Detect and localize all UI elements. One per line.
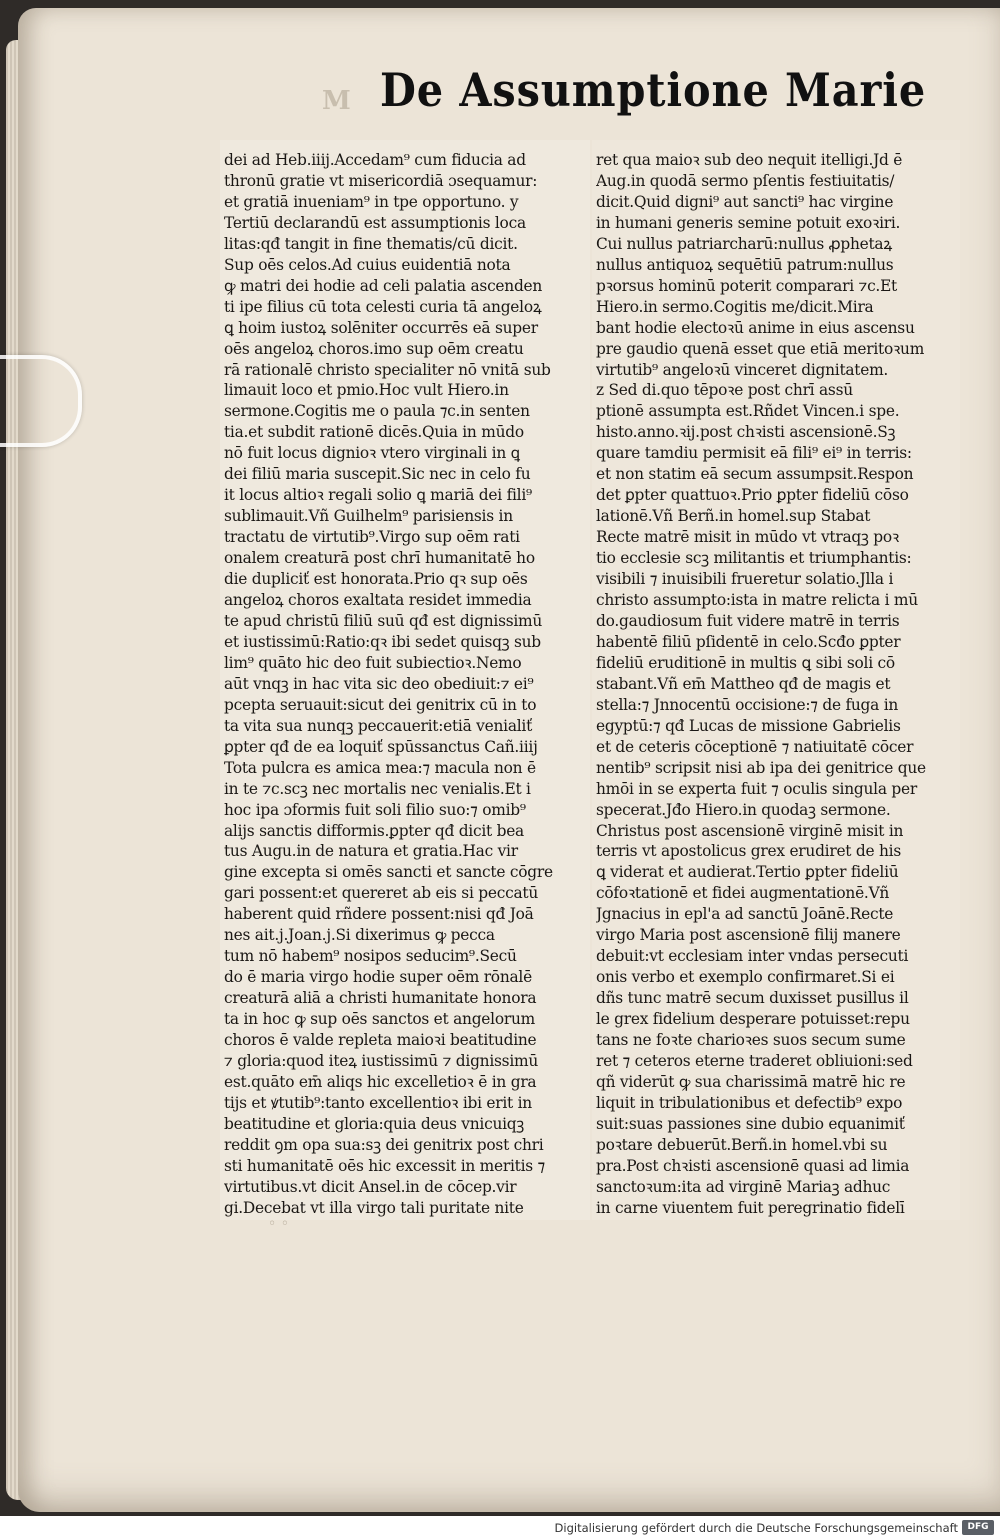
text-line: liquit in tribulationibus et defectib⁹ expo [596,1093,903,1112]
text-line: reddit ꝯm opa sua:sꝫ dei genitrix post chri [224,1135,544,1154]
text-line: sermone.Cogitis me o paula ⁊c.in senten [224,402,530,421]
text-line: litas:qđ tangit in fine thematis/cū dicit. [224,234,518,253]
text-line: dicit.Quid digni⁹ aut sancti⁹ hac virgine [596,192,894,211]
text-line: pre gaudio quenā esset que etiā meritoꝛum [596,339,925,358]
text-line: virtutibus.vt dicit Ansel.in de cōcep.vir [224,1177,517,1196]
text-line: sanctoꝛum:ita ad virginē Mariaꝫ adhuc [596,1177,891,1196]
text-line: oēs angeloꝝ choros.imo sup oēm creatu [224,339,524,358]
text-line: christo assumpto:ista in matre relicta i mū [596,591,918,610]
text-line: dei filiū maria suscepit.Sic nec in celo fu [224,465,531,484]
text-line: in carne viuentem fuit peregrinatio fidelī [596,1198,905,1217]
text-line: Aug.in quodā sermo pſentis festiuitatis/ [596,171,895,190]
text-line: Hiero.in sermo.Cogitis me/dicit.Mira [596,297,874,316]
text-line: dñs tunc matrē secum duxisset pusillus il [596,989,909,1008]
text-line: haberent quid rñdere possent:nisi qđ Joā [224,905,534,924]
text-line: tijs et ꝟtutib⁹:tanto excellentioꝛ ibi erit in [224,1093,532,1112]
text-line: habentē filiū pſidentē in celo.Scđo ꝑpter [596,632,901,651]
text-line: ret qua maioꝛ sub deo nequit itelligi.Jd ē [596,151,903,169]
text-line: aūt vnqꝫ in hac vita sic deo obediuit:⁊ ei⁹ [224,674,534,693]
running-head: De Assumptione Marie [380,63,927,117]
text-line: in humani generis semine potuit exoꝛiri. [596,213,901,232]
text-line: Jgnacius in epl'a ad sanctū Joānē.Recte [596,905,894,924]
text-line: tractatu de virtutib⁹.Virgo sup oēm rati [224,528,520,547]
text-line: stella:⁊ Jnnocentū occisione:⁊ de fuga in [596,695,899,714]
text-line: lim⁹ quāto hic deo fuit subiectioꝛ.Nemo [224,653,522,672]
text-line: ꝗ hoim iustoꝝ solēniter occurrēs eā super [224,318,538,337]
text-line: ꝗ viderat et audierat.Tertio ꝑpter fideliū [596,863,899,882]
text-line: nullus antiquoꝝ sequētiū patrum:nullus [596,255,894,274]
right-text-column [596,150,956,1219]
text-line: virtutib⁹ angeloꝛū vinceret dignitatem. [596,360,889,379]
text-line: in te ⁊c.scꝫ nec mortalis nec venialis.Et i [224,779,531,798]
show-through-letters: M [322,86,351,116]
text-line: gine excepta si omēs sancti et sancte cōgre [224,863,553,882]
text-line: stabant.Vñ em̄ Mattheo qđ de magis et [596,674,891,693]
text-line: visibili ⁊ inuisibili frueretur solatio.Jlla i [596,570,894,589]
text-line: Cui nullus patriarcharū:nullus ꝓphetaꝝ [596,234,892,253]
text-line: ta in hoc ꝙ sup oēs sanctos et angelorum [224,1010,535,1029]
text-line: sti humanitatē oēs hic excessit in meritis ⁊ [224,1156,545,1175]
text-line: lationē.Vñ Berñ.in homel.sup Stabat [596,507,871,526]
text-line: ta vita sua nunqꝫ peccauerit:etiā venialiť [224,716,533,735]
text-line: tio ecclesie scꝫ militantis et triumphantis: [596,549,912,568]
text-line: nō fuit locus dignioꝛ vtero virginali in ꝗ [224,444,520,463]
text-line: die dupliciť est honorata.Prio qꝛ sup oēs [224,570,528,589]
text-line: fideliū eruditionē in multis ꝗ sibi soli cō [596,653,895,672]
text-line: specerat.Jđo Hiero.in quodaꝫ sermone. [596,800,891,819]
dfg-logo: DFG [962,1520,994,1535]
ink-smudge: ◦ ◦ [268,1216,289,1232]
text-line: pꝛorsus hominū poterit comparari ⁊c.Et [596,276,897,295]
text-line: ꝑpter qđ de ea loquiť spūssanctus Cañ.iiij [224,737,538,756]
text-line: ⁊ gloria:quod iteꝝ iustissimū ⁊ dignissimū [224,1051,538,1070]
text-line: z Sed di.quo tēpoꝛe post chrī assū [596,381,853,400]
footer-credit: Digitalisierung gefördert durch die Deutsche Forschungsgemeinschaft [554,1521,958,1535]
text-line: Recte matrē misit in mūdo vt vtraqꝫ poꝛ [596,528,899,547]
text-line: det ꝑpter quattuoꝛ.Prio ꝑpter fideliū cōso [596,486,909,505]
text-line: suit:suas passiones sine dubio equanimiť [596,1114,905,1133]
text-line: Sup oēs celos.Ad cuius euidentiā nota [224,255,511,274]
text-line: tia.et subdit rationē dicēs.Quia in mūdo [224,423,524,442]
text-line: Tota pulcra es amica mea:⁊ macula non ē [224,758,536,777]
text-line: cōfoꝛtationē et fidei augmentationē.Vñ [596,884,890,903]
text-line: tans ne foꝛte charioꝛes suos secum sume [596,1031,906,1050]
text-line: et non statim eā secum assumpsit.Respon [596,465,914,484]
text-line: est.quāto em̄ aliqs hic excelletioꝛ ē in gra [224,1072,537,1091]
text-line: Christus post ascensionē virginē misit in [596,821,904,840]
text-line: qñ viderūt ꝙ sua charissimā matrē hic re [596,1072,906,1091]
page-clip [0,355,82,447]
text-line: limauit loco et pmio.Hoc vult Hiero.in [224,381,509,400]
text-line: terris vt apostolicus grex erudiret de his [596,842,901,861]
text-line: pcepta seruauit:sicut dei genitrix cū in to [224,695,537,714]
text-line: hmōi in se experta fuit ⁊ oculis singula per [596,779,917,798]
text-line: choros ē valde repleta maioꝛi beatitudine [224,1031,537,1050]
text-line: pra.Post chꝛisti ascensionē quasi ad limia [596,1156,910,1175]
text-line: dei ad Heb.iiij.Accedam⁹ cum fiducia ad [224,151,526,169]
text-line: ret ⁊ ceteros eterne traderet obliuioni:sed [596,1051,913,1070]
text-line: quare tamdiu permisit eā fili⁹ ei⁹ in terris: [596,444,912,463]
text-line: ti ipe filius cū tota celesti curia tā angeloꝝ [224,297,542,316]
left-text-column [224,150,588,1219]
text-line: te apud christū filiū suū qđ est dignissimū [224,611,543,630]
text-line: bant hodie electoꝛū anime in eius ascensu [596,318,915,337]
text-line: beatitudine et gloria:quia deus vnicuiqꝫ [224,1114,525,1133]
text-line: it locus altioꝛ regali solio ꝗ mariā dei fili⁹ [224,486,532,505]
text-line: Tertiū declarandū est assumptionis loca [224,213,526,232]
text-line: onalem creaturā post chrī humanitatē ho [224,549,535,568]
text-line: poꝛtare debuerūt.Berñ.in homel.vbi su [596,1135,888,1154]
text-line: et de ceteris cōceptionē ⁊ natiuitatē cōcer [596,737,914,756]
text-line: et iustissimū:Ratio:qꝛ ibi sedet quisqꝫ sub [224,632,541,651]
text-line: thronū gratie vt misericordiā ɔsequamur: [224,171,538,190]
text-line: angeloꝝ choros exaltata residet immedia [224,591,532,610]
text-line: debuit:vt ecclesiam inter vndas persecuti [596,947,909,966]
text-line: ptionē assumpta est.Rñdet Vincen.i spe. [596,402,900,421]
text-line: do ē maria virgo hodie super oēm rōnalē [224,968,532,987]
text-line: onis verbo et exemplo confirmaret.Si ei [596,968,895,987]
text-line: nentib⁹ scripsit nisi ab ipa dei genitrice que [596,758,926,777]
text-line: rā rationalē christo specialiter nō vnitā sub [224,360,551,379]
text-line: gi.Decebat vt illa virgo tali puritate nite [224,1198,524,1217]
text-line: nes ait.j.Joan.j.Si dixerimus ꝙ pecca [224,926,495,945]
text-line: ꝙ matri dei hodie ad celi palatia ascenden [224,276,543,295]
text-line: creaturā aliā a christi humanitate honora [224,989,537,1008]
text-line: sublimauit.Vñ Guilhelm⁹ parisiensis in [224,507,513,526]
text-line: tus Augu.in de natura et gratia.Hac vir [224,842,518,861]
text-line: hoc ipa ɔformis fuit soli filio suo:⁊ omib⁹ [224,800,526,819]
text-line: le grex fidelium desperare potuisset:repu [596,1010,910,1029]
text-line: do.gaudiosum fuit videre matrē in terris [596,611,900,630]
text-line: tum nō habem⁹ nosipos seducim⁹.Secū [224,947,517,966]
text-line: et gratiā inueniam⁹ in tpe opportuno. y [224,192,519,211]
text-line: gari possent:et quereret ab eis si peccatū [224,884,538,903]
text-line: virgo Maria post ascensionē filij manere [596,926,901,945]
text-line: histo.anno.ꝛij.post chꝛisti ascensionē.Sꝫ [596,423,896,442]
text-line: egyptū:⁊ qđ Lucas de missione Gabrielis [596,716,901,735]
text-line: alijs sanctis difformis.ꝑpter qđ dicit bea [224,821,524,840]
